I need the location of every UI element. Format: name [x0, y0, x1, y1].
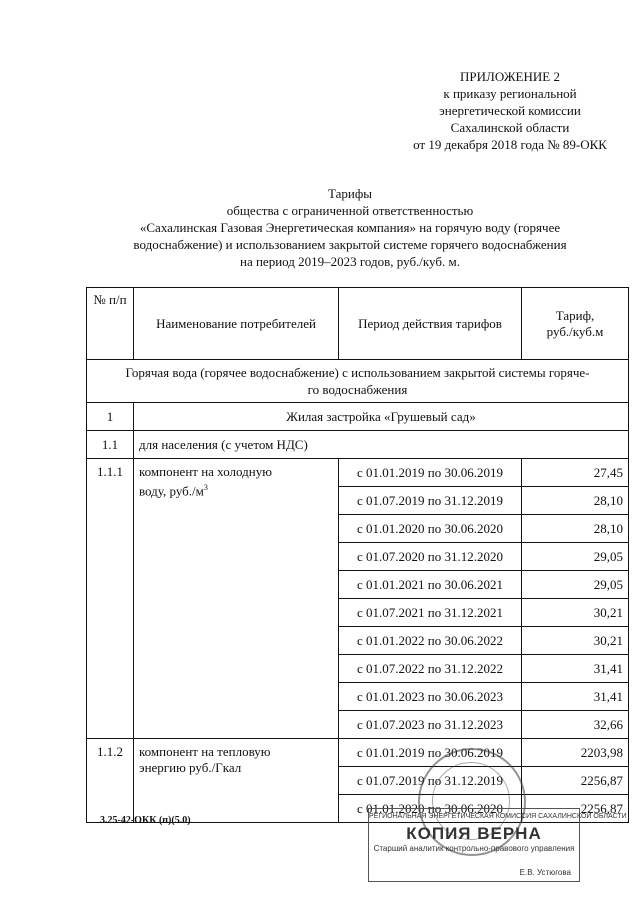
tariff-value: 28,10 [522, 487, 629, 515]
tariff-period: с 01.01.2023 по 30.06.2023 [339, 683, 522, 711]
tariff-value: 28,10 [522, 515, 629, 543]
appendix-header [390, 68, 630, 153]
tariff-value: 30,21 [522, 627, 629, 655]
tariff-period: с 01.07.2023 по 31.12.2023 [339, 711, 522, 739]
tariff-period: с 01.01.2020 по 30.06.2020 [339, 795, 522, 823]
tariff-period: с 01.07.2019 по 31.12.2019 [339, 487, 522, 515]
section-title [87, 360, 629, 403]
appendix-order-date: от 19 декабря 2018 года № 89-ОКК [413, 137, 607, 152]
component-label-line: компонент на тепловую [139, 744, 271, 759]
stamp-org: РЕГИОНАЛЬНАЯ ЭНЕРГЕТИЧЕСКАЯ КОМИССИЯ САХАЛИНСКОЙ ОБЛАСТИ [369, 813, 627, 820]
component-num: 1.1.2 [87, 739, 134, 823]
tariff-value: 2203,98 [522, 739, 629, 767]
component-num: 1.1.1 [87, 459, 134, 739]
tariff-value: 29,05 [522, 543, 629, 571]
title-line: общества с ограниченной ответственностью [226, 203, 474, 218]
header-tariff [522, 288, 629, 360]
tariff-period: с 01.07.2022 по 31.12.2022 [339, 655, 522, 683]
header-name: Наименование потребителей [134, 288, 339, 360]
document-code: 3.25-42-ОКК (п)(5.0) [100, 815, 191, 826]
tariff-value: 31,41 [522, 655, 629, 683]
section-title-line: Горячая вода (горячее водоснабжение) с использованием закрытой системы горяче- [125, 365, 590, 380]
section-row [87, 360, 629, 403]
appendix-line: Сахалинской области [450, 120, 570, 135]
tariff-period: с 01.01.2020 по 30.06.2020 [339, 515, 522, 543]
component-label-line: компонент на холодную [139, 464, 272, 479]
document-title [70, 185, 630, 270]
tariff-value: 2256,87 [522, 767, 629, 795]
tariff-period: с 01.07.2021 по 31.12.2021 [339, 599, 522, 627]
title-line: «Сахалинская Газовая Энергетическая компания» на горячую воду (горячее [139, 220, 561, 235]
tariff-table [86, 287, 629, 823]
tariff-period: с 01.07.2019 по 31.12.2019 [339, 767, 522, 795]
group-num: 1 [87, 403, 134, 431]
tariff-period: с 01.01.2019 по 30.06.2019 [339, 739, 522, 767]
component-label [134, 459, 339, 739]
subgroup-num: 1.1 [87, 431, 134, 459]
tariff-value: 2256,87 [522, 795, 629, 823]
stamp-role: Старший аналитик контрольно-правового управления [373, 844, 575, 853]
header-tariff-line: руб./куб.м [546, 323, 604, 339]
unit-superscript: 3 [203, 483, 208, 492]
title-line: на период 2019–2023 годов, руб./куб. м. [240, 254, 460, 269]
appendix-line: энергетической комиссии [439, 103, 581, 118]
group-label: Жилая застройка «Грушевый сад» [134, 403, 629, 431]
title-line: Тарифы [327, 186, 372, 201]
table-row [87, 739, 629, 767]
tariff-value: 32,66 [522, 711, 629, 739]
header-tariff-line: Тариф, [555, 307, 595, 323]
tariff-period: с 01.01.2019 по 30.06.2019 [339, 459, 522, 487]
component-label-line [139, 480, 333, 499]
tariff-value: 30,21 [522, 599, 629, 627]
tariff-value: 31,41 [522, 683, 629, 711]
component-label-text: энергию руб./Гкал [139, 760, 242, 775]
appendix-number: ПРИЛОЖЕНИЕ 2 [460, 69, 560, 84]
header-num: № п/п [87, 288, 134, 360]
stamp-name: Е.В. Устюгова [519, 868, 571, 877]
component-label-line [139, 760, 333, 776]
section-title-line: го водоснабжения [307, 382, 408, 397]
subgroup-label: для населения (с учетом НДС) [134, 431, 629, 459]
group-row [87, 403, 629, 431]
tariff-period: с 01.01.2021 по 30.06.2021 [339, 571, 522, 599]
tariff-period: с 01.01.2022 по 30.06.2022 [339, 627, 522, 655]
stamp-main: КОПИЯ ВЕРНА [406, 824, 542, 843]
component-label [134, 739, 339, 823]
appendix-line: к приказу региональной [443, 86, 577, 101]
title-line: водоснабжение) и использованием закрытой системе горячего водоснабжения [133, 237, 567, 252]
tariff-period: с 01.07.2020 по 31.12.2020 [339, 543, 522, 571]
tariff-value: 27,45 [522, 459, 629, 487]
table-row [87, 459, 629, 487]
table-header-row [87, 288, 629, 360]
subgroup-row [87, 431, 629, 459]
header-period: Период действия тарифов [339, 288, 522, 360]
tariff-value: 29,05 [522, 571, 629, 599]
component-label-text: воду, руб./м [139, 483, 204, 499]
